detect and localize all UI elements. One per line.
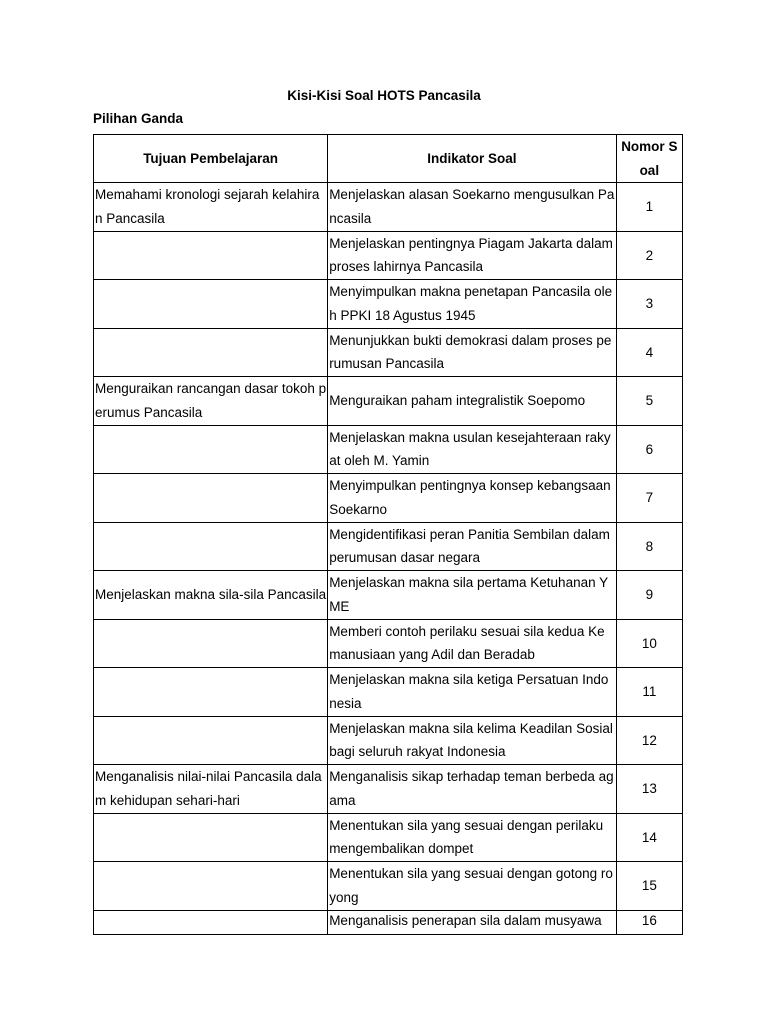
cell-indikator: Menjelaskan pentingnya Piagam Jakarta dalam proses lahirnya Pancasila	[328, 231, 616, 280]
cell-nomor: 8	[616, 522, 682, 571]
cell-tujuan	[94, 862, 328, 911]
cell-nomor: 9	[616, 571, 682, 620]
cell-nomor: 16	[616, 910, 682, 934]
cell-nomor: 3	[616, 280, 682, 329]
cell-tujuan	[94, 280, 328, 329]
cell-indikator: Menjelaskan alasan Soekarno mengusulkan Pancasila	[328, 183, 616, 232]
cell-indikator: Menyimpulkan pentingnya konsep kebangsaan Soekarno	[328, 474, 616, 523]
cell-tujuan	[94, 716, 328, 765]
page-title: Kisi-Kisi Soal HOTS Pancasila	[287, 88, 481, 103]
cell-tujuan	[94, 231, 328, 280]
cell-indikator: Menyimpulkan makna penetapan Pancasila oleh PPKI 18 Agustus 1945	[328, 280, 616, 329]
cell-nomor: 7	[616, 474, 682, 523]
cell-indikator: Menganalisis penerapan sila dalam musyawa	[328, 910, 616, 934]
header-indikator-soal: Indikator Soal	[328, 135, 616, 183]
cell-nomor: 4	[616, 328, 682, 377]
cell-nomor: 6	[616, 425, 682, 474]
cell-tujuan	[94, 619, 328, 668]
cell-tujuan	[94, 522, 328, 571]
cell-nomor: 2	[616, 231, 682, 280]
cell-nomor: 14	[616, 813, 682, 862]
cell-nomor: 12	[616, 716, 682, 765]
cell-tujuan	[94, 425, 328, 474]
kisi-kisi-table	[93, 134, 683, 935]
cell-nomor: 15	[616, 862, 682, 911]
cell-tujuan: Menguraikan rancangan dasar tokoh perumus Pancasila	[94, 377, 328, 426]
cell-indikator: Menjelaskan makna sila pertama Ketuhanan YME	[328, 571, 616, 620]
table-row	[94, 328, 683, 377]
cell-nomor: 13	[616, 765, 682, 814]
cell-indikator: Menentukan sila yang sesuai dengan gotong royong	[328, 862, 616, 911]
table-row	[94, 474, 683, 523]
table-row	[94, 619, 683, 668]
table-row	[94, 910, 683, 934]
cell-nomor: 1	[616, 183, 682, 232]
cell-tujuan	[94, 910, 328, 934]
table-row	[94, 231, 683, 280]
cell-tujuan	[94, 328, 328, 377]
header-tujuan-pembelajaran: Tujuan Pembelajaran	[94, 135, 328, 183]
cell-tujuan: Menjelaskan makna sila-sila Pancasila	[94, 571, 328, 620]
section-title: Pilihan Ganda	[93, 111, 184, 126]
cell-indikator: Menganalisis sikap terhadap teman berbeda agama	[328, 765, 616, 814]
table-row	[94, 280, 683, 329]
cell-tujuan	[94, 668, 328, 717]
table-row	[94, 522, 683, 571]
table-row	[94, 668, 683, 717]
cell-indikator: Mengidentifikasi peran Panitia Sembilan dalam perumusan dasar negara	[328, 522, 616, 571]
table-row	[94, 765, 683, 814]
cell-tujuan	[94, 474, 328, 523]
table-row	[94, 571, 683, 620]
table-row	[94, 862, 683, 911]
cell-indikator: Menjelaskan makna usulan kesejahteraan rakyat oleh M. Yamin	[328, 425, 616, 474]
table-header-row	[94, 135, 683, 183]
table-row	[94, 425, 683, 474]
cell-tujuan	[94, 813, 328, 862]
table-row	[94, 183, 683, 232]
cell-indikator: Menguraikan paham integralistik Soepomo	[328, 377, 616, 426]
cell-nomor: 11	[616, 668, 682, 717]
cell-indikator: Menentukan sila yang sesuai dengan perilaku mengembalikan dompet	[328, 813, 616, 862]
cell-indikator: Menunjukkan bukti demokrasi dalam proses perumusan Pancasila	[328, 328, 616, 377]
header-nomor-soal: Nomor S oal	[616, 135, 682, 183]
cell-nomor: 10	[616, 619, 682, 668]
cell-indikator: Memberi contoh perilaku sesuai sila kedua Kemanusiaan yang Adil dan Beradab	[328, 619, 616, 668]
cell-nomor: 5	[616, 377, 682, 426]
table-row	[94, 716, 683, 765]
cell-tujuan: Memahami kronologi sejarah kelahiran Pancasila	[94, 183, 328, 232]
table-row	[94, 377, 683, 426]
cell-indikator: Menjelaskan makna sila ketiga Persatuan Indonesia	[328, 668, 616, 717]
cell-indikator: Menjelaskan makna sila kelima Keadilan Sosial bagi seluruh rakyat Indonesia	[328, 716, 616, 765]
table-row	[94, 813, 683, 862]
cell-tujuan: Menganalisis nilai-nilai Pancasila dalam kehidupan sehari-hari	[94, 765, 328, 814]
